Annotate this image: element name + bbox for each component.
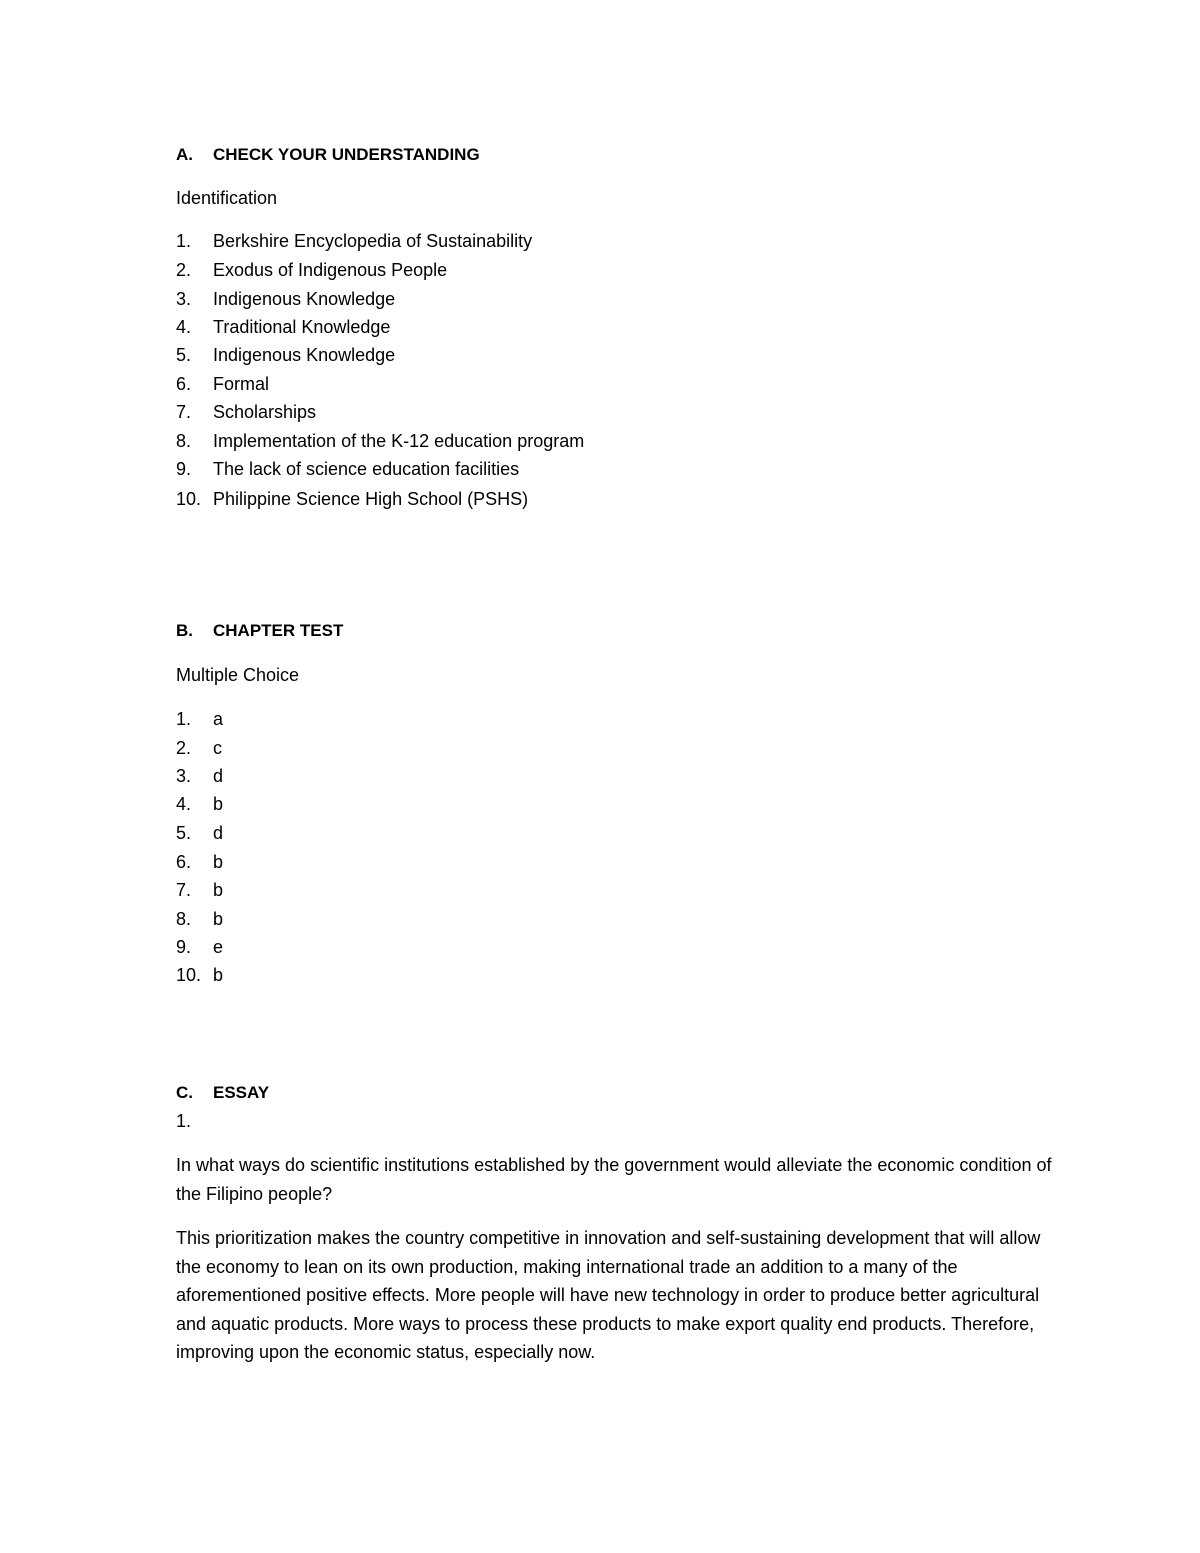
section-c-title: ESSAY <box>213 1083 270 1102</box>
list-item-number: 9. <box>176 937 192 957</box>
section-b-title: CHAPTER TEST <box>213 621 344 640</box>
list-item-number: 1. <box>176 709 192 729</box>
list-item-number: 10. <box>176 965 202 985</box>
list-item-text: b <box>213 880 224 900</box>
list-item-text: d <box>213 823 224 843</box>
list-item-number: 1. <box>176 231 192 251</box>
list-item-number: 3. <box>176 766 192 786</box>
section-c-letter: C. <box>176 1083 193 1102</box>
list-item-number: 5. <box>176 823 192 843</box>
essay-answer: This prioritization makes the country competitive in innovation and self-sustaining development that will allow the economy to lean on its own production, making international trade an addition to a many of the aforementioned positive effects. More people will have new technology in order to produce better agricultural and aquatic products. More ways to process these products to make export quality end products. Therefore, improving upon the economic status, especially now. <box>176 1228 1041 1363</box>
list-item-text: a <box>213 709 224 729</box>
essay-question: In what ways do scientific institutions established by the government would alleviate the economic condition of the Filipino people? <box>176 1155 1052 1204</box>
list-item-number: 7. <box>176 880 192 900</box>
list-item-text: d <box>213 766 224 786</box>
section-a-letter: A. <box>176 145 193 164</box>
list-item-text: b <box>213 965 224 985</box>
section-a-title: CHECK YOUR UNDERSTANDING <box>213 145 480 164</box>
list-item-text: Traditional Knowledge <box>213 317 391 337</box>
list-item-text: Implementation of the K-12 education program <box>213 431 585 451</box>
list-item-text: Berkshire Encyclopedia of Sustainability <box>213 231 533 251</box>
list-item-text: Scholarships <box>213 402 317 422</box>
section-a-heading <box>176 145 576 167</box>
list-item-number: 4. <box>176 794 192 814</box>
list-item-text: Formal <box>213 374 270 394</box>
list-item-number: 2. <box>176 738 192 758</box>
section-b-subtitle: Multiple Choice <box>176 665 300 685</box>
list-item-number: 10. <box>176 489 202 509</box>
list-item-text: c <box>213 738 222 758</box>
list-item-text: Indigenous Knowledge <box>213 345 396 365</box>
list-item-number: 8. <box>176 431 192 451</box>
section-c-heading <box>176 1083 576 1105</box>
list-item-number: 5. <box>176 345 192 365</box>
list-item-number: 2. <box>176 260 192 280</box>
list-item-text: b <box>213 852 224 872</box>
section-a-list <box>176 231 976 521</box>
list-item-number: 6. <box>176 374 192 394</box>
list-item-number: 6. <box>176 852 192 872</box>
section-b-letter: B. <box>176 621 193 640</box>
list-item-number: 4. <box>176 317 192 337</box>
section-a-subtitle: Identification <box>176 188 278 208</box>
list-item-number: 9. <box>176 459 192 479</box>
list-item-text: b <box>213 909 224 929</box>
essay-number: 1. <box>176 1111 192 1131</box>
list-item-number: 3. <box>176 289 192 309</box>
list-item-text: The lack of science education facilities <box>213 459 520 479</box>
list-item-text: Indigenous Knowledge <box>213 289 396 309</box>
list-item-number: 8. <box>176 909 192 929</box>
list-item-text: Exodus of Indigenous People <box>213 260 448 280</box>
section-b-heading <box>176 621 576 643</box>
section-b-list <box>176 709 576 999</box>
list-item-text: Philippine Science High School (PSHS) <box>213 489 529 509</box>
list-item-number: 7. <box>176 402 192 422</box>
list-item-text: b <box>213 794 224 814</box>
list-item-text: e <box>213 937 224 957</box>
